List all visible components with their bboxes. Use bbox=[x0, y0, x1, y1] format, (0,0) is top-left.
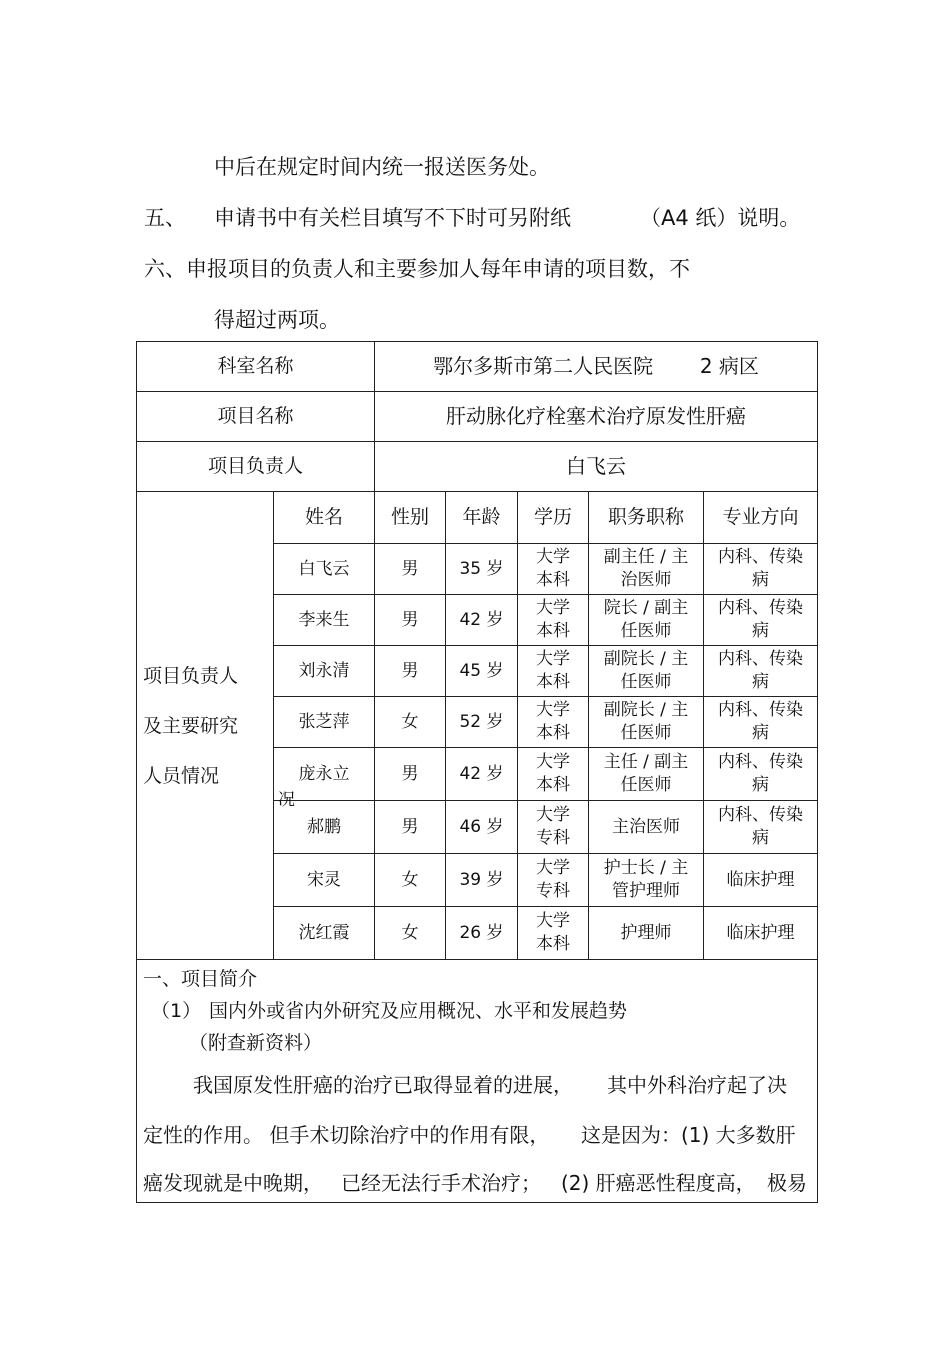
member-field bbox=[704, 748, 818, 801]
field-line-1: 内科、传染 bbox=[718, 700, 803, 720]
dept-value-cell bbox=[375, 342, 818, 392]
member-education bbox=[518, 748, 589, 801]
edu-line-1: 大学 bbox=[536, 649, 570, 669]
member-title bbox=[589, 854, 704, 907]
title-line-2: 任医师 bbox=[620, 621, 672, 641]
title-line-2: 管护理师 bbox=[612, 881, 680, 901]
intro-paragraph-line-2b: 这是因为：(1) 大多数肝 bbox=[581, 1123, 796, 1147]
member-field bbox=[704, 595, 818, 646]
member-title bbox=[589, 595, 704, 646]
member-sex: 男 bbox=[375, 595, 446, 646]
title-line-2: 治医师 bbox=[620, 570, 672, 590]
edu-line-2: 本科 bbox=[536, 934, 570, 954]
edu-line-2: 本科 bbox=[536, 723, 570, 743]
application-form-table bbox=[136, 341, 818, 1203]
member-title bbox=[589, 646, 704, 697]
item-five-number: 五、 bbox=[144, 206, 186, 230]
title-line-1: 院长 / 副主 bbox=[603, 598, 689, 618]
leader-value: 白飞云 bbox=[375, 442, 818, 492]
title-line-2: 任医师 bbox=[620, 775, 672, 795]
member-field: 临床护理 bbox=[704, 854, 818, 907]
intro-paragraph-line-3a: 癌发现就是中晚期， bbox=[143, 1171, 323, 1195]
member-name: 宋灵 bbox=[274, 854, 375, 907]
member-title bbox=[589, 697, 704, 748]
member-field bbox=[704, 697, 818, 748]
field-line-2: 病 bbox=[752, 672, 769, 692]
edu-line-2: 本科 bbox=[536, 672, 570, 692]
team-label-line-3: 人员情况 bbox=[143, 764, 220, 787]
member-age: 42 岁 bbox=[446, 595, 518, 646]
title-line-1: 副院长 / 主 bbox=[603, 649, 689, 669]
member-sex: 女 bbox=[375, 854, 446, 907]
member-sex: 男 bbox=[375, 646, 446, 697]
title-line-1: 副院长 / 主 bbox=[603, 700, 689, 720]
member-education bbox=[518, 907, 589, 960]
item-five-end: （A4 纸）说明。 bbox=[640, 206, 801, 230]
member-education bbox=[518, 854, 589, 907]
member-field bbox=[704, 544, 818, 595]
project-intro-section bbox=[137, 960, 818, 1203]
member-title: 主治医师 bbox=[589, 801, 704, 854]
dept-ward: 2 病区 bbox=[699, 354, 759, 378]
intro-paragraph-line-1a: 我国原发性肝癌的治疗已取得显着的进展， bbox=[193, 1073, 573, 1097]
member-sex: 女 bbox=[375, 697, 446, 748]
field-line-2: 病 bbox=[752, 621, 769, 641]
member-name: 白飞云 bbox=[274, 544, 375, 595]
intro-paragraph-line-2a: 定性的作用。 但手术切除治疗中的作用有限， bbox=[143, 1123, 550, 1147]
paragraph-line-1: 中后在规定时间内统一报送医务处。 bbox=[214, 155, 550, 179]
team-label-line-1: 项目负责人 bbox=[143, 664, 239, 687]
intro-paragraph-line-3c: (2) 肝癌恶性程度高， bbox=[561, 1171, 756, 1195]
member-age: 35 岁 bbox=[446, 544, 518, 595]
title-line-1: 副主任 / 主 bbox=[603, 547, 689, 567]
member-sex: 男 bbox=[375, 801, 446, 854]
intro-sub-number: （1） bbox=[151, 1000, 202, 1022]
leader-label: 项目负责人 bbox=[137, 442, 375, 492]
header-field: 专业方向 bbox=[704, 492, 818, 544]
dept-value: 鄂尔多斯市第二人民医院 bbox=[433, 354, 654, 378]
field-line-2: 病 bbox=[752, 723, 769, 743]
field-line-1: 内科、传染 bbox=[718, 805, 803, 825]
field-line-1: 内科、传染 bbox=[718, 547, 803, 567]
member-name-text: 郝鹏 bbox=[307, 816, 341, 837]
field-line-1: 内科、传染 bbox=[718, 752, 803, 772]
member-title bbox=[589, 748, 704, 801]
member-name: 李来生 bbox=[274, 595, 375, 646]
title-line-2: 任医师 bbox=[620, 723, 672, 743]
field-line-1: 内科、传染 bbox=[718, 649, 803, 669]
edu-line-1: 大学 bbox=[536, 700, 570, 720]
field-line-2: 病 bbox=[752, 775, 769, 795]
header-education: 学历 bbox=[518, 492, 589, 544]
member-title: 护理师 bbox=[589, 907, 704, 960]
item-six-continued: 得超过两项。 bbox=[214, 308, 340, 332]
member-education bbox=[518, 801, 589, 854]
edu-line-2: 本科 bbox=[536, 570, 570, 590]
member-field bbox=[704, 646, 818, 697]
member-age: 45 岁 bbox=[446, 646, 518, 697]
header-name: 姓名 bbox=[274, 492, 375, 544]
edu-line-1: 大学 bbox=[536, 598, 570, 618]
edu-line-2: 专科 bbox=[536, 828, 570, 848]
intro-paragraph-line-3d: 极易 bbox=[767, 1171, 807, 1195]
title-line-1: 主任 / 副主 bbox=[603, 752, 689, 772]
team-label-line-2: 及主要研究 bbox=[143, 714, 239, 737]
edu-line-2: 本科 bbox=[536, 621, 570, 641]
member-age: 52 岁 bbox=[446, 697, 518, 748]
item-six-text: 六、申报项目的负责人和主要参加人每年申请的项目数，不 bbox=[144, 257, 690, 281]
dept-label: 科室名称 bbox=[137, 342, 375, 392]
member-age: 46 岁 bbox=[446, 801, 518, 854]
member-title bbox=[589, 544, 704, 595]
edu-line-1: 大学 bbox=[536, 858, 570, 878]
member-name: 沈红霞 bbox=[274, 907, 375, 960]
edu-line-1: 大学 bbox=[536, 911, 570, 931]
edu-line-2: 本科 bbox=[536, 775, 570, 795]
project-value: 肝动脉化疗栓塞术治疗原发性肝癌 bbox=[375, 392, 818, 442]
member-name bbox=[274, 790, 375, 854]
member-age: 42 岁 bbox=[446, 748, 518, 801]
member-name: 刘永清 bbox=[274, 646, 375, 697]
stray-char: 况 bbox=[278, 790, 295, 810]
member-name: 张芝萍 bbox=[274, 697, 375, 748]
member-name: 庞永立 bbox=[274, 748, 375, 801]
member-education bbox=[518, 646, 589, 697]
intro-heading: 一、项目简介 bbox=[143, 968, 258, 990]
member-education bbox=[518, 697, 589, 748]
header-title: 职务职称 bbox=[589, 492, 704, 544]
member-field bbox=[704, 801, 818, 854]
edu-line-2: 专科 bbox=[536, 881, 570, 901]
intro-paragraph-line-3b: 已经无法行手术治疗； bbox=[341, 1171, 541, 1195]
member-sex: 男 bbox=[375, 544, 446, 595]
member-sex: 女 bbox=[375, 907, 446, 960]
member-field: 临床护理 bbox=[704, 907, 818, 960]
team-section-label bbox=[137, 492, 274, 960]
edu-line-1: 大学 bbox=[536, 752, 570, 772]
field-line-2: 病 bbox=[752, 570, 769, 590]
field-line-2: 病 bbox=[752, 828, 769, 848]
item-five-text: 申请书中有关栏目填写不下时可另附纸 bbox=[214, 206, 571, 230]
header-sex: 性别 bbox=[375, 492, 446, 544]
title-line-1: 护士长 / 主 bbox=[603, 858, 689, 878]
intro-sub-note: （附查新资料） bbox=[189, 1032, 323, 1054]
member-education bbox=[518, 544, 589, 595]
header-age: 年龄 bbox=[446, 492, 518, 544]
title-line-2: 任医师 bbox=[620, 672, 672, 692]
member-age: 39 岁 bbox=[446, 854, 518, 907]
project-label: 项目名称 bbox=[137, 392, 375, 442]
intro-sub-text: 国内外或省内外研究及应用概况、水平和发展趋势 bbox=[209, 1000, 628, 1022]
field-line-1: 内科、传染 bbox=[718, 598, 803, 618]
member-education bbox=[518, 595, 589, 646]
member-sex: 男 bbox=[375, 748, 446, 801]
edu-line-1: 大学 bbox=[536, 547, 570, 567]
intro-paragraph-line-1b: 其中外科治疗起了决 bbox=[607, 1073, 787, 1097]
member-age: 26 岁 bbox=[446, 907, 518, 960]
edu-line-1: 大学 bbox=[536, 805, 570, 825]
